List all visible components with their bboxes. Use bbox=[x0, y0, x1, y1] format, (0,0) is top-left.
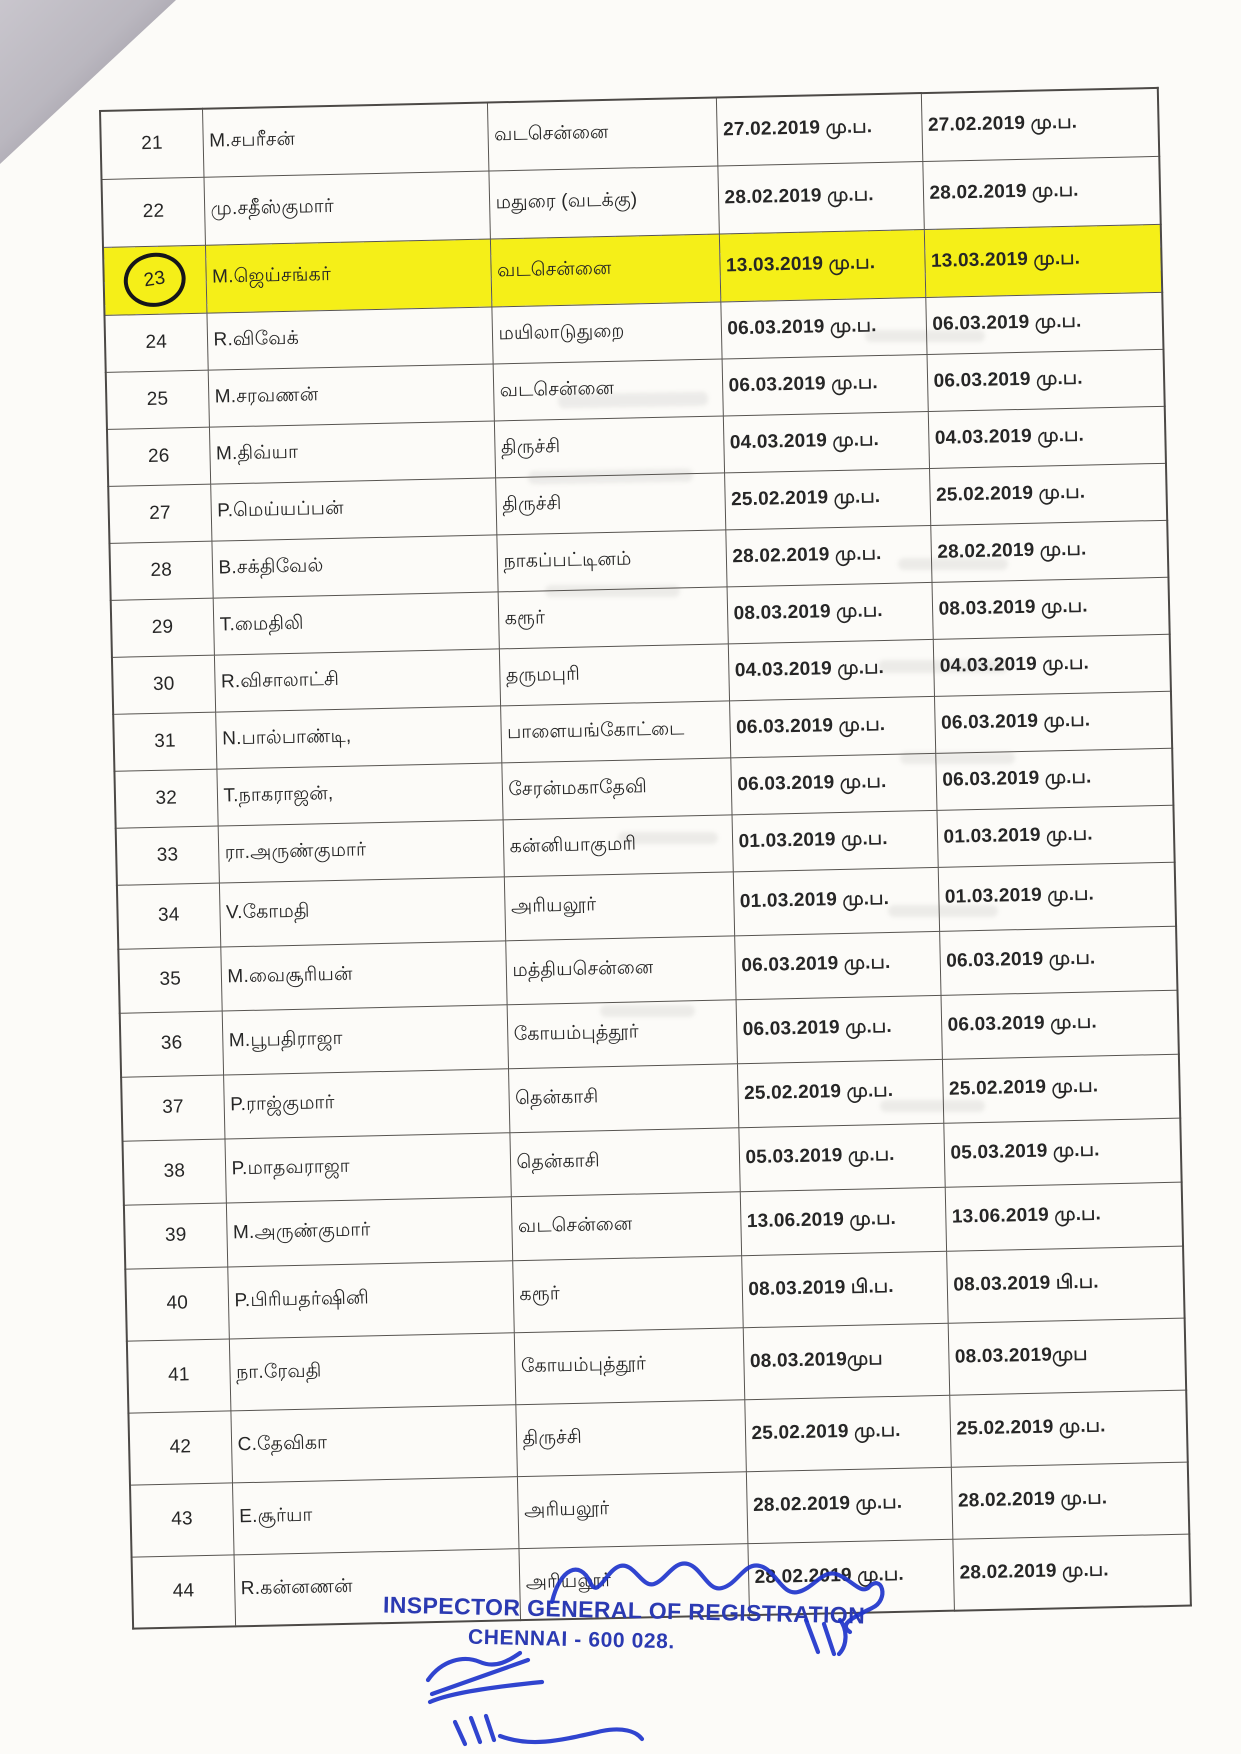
place-cell: வடசென்னை bbox=[487, 98, 717, 171]
date-2-cell: 06.03.2019 மு.ப. bbox=[934, 691, 1172, 753]
name-cell: M.அருண்குமார் bbox=[226, 1196, 512, 1266]
date-2-cell: 08.03.2019 பி.ப. bbox=[946, 1246, 1185, 1323]
name-cell: T.நாகராஜன், bbox=[216, 762, 502, 825]
name-cell: C.தேவிகா bbox=[230, 1404, 517, 1482]
serial-number-cell: 36 bbox=[120, 1011, 223, 1077]
name-cell: R.கன்னணன் bbox=[234, 1548, 521, 1626]
date-2-cell: 13.03.2019 மு.ப. bbox=[924, 224, 1162, 297]
serial-number-cell bbox=[103, 245, 206, 315]
serial-number-cell: 37 bbox=[121, 1075, 224, 1141]
name-cell: M.திவ்யா bbox=[209, 420, 495, 483]
serial-number-cell: 40 bbox=[125, 1266, 229, 1340]
date-1-cell: 06.03.2019 மு.ப. bbox=[720, 297, 926, 358]
date-2-cell: 06.03.2019 மு.ப. bbox=[935, 748, 1173, 810]
place-cell: மயிலாடுதுறை bbox=[491, 301, 721, 363]
serial-number-cell: 38 bbox=[122, 1139, 225, 1205]
name-cell: நா.ரேவதி bbox=[229, 1332, 516, 1410]
date-1-cell: 04.03.2019 மு.ப. bbox=[728, 639, 934, 700]
name-cell: M.சரவணன் bbox=[208, 363, 494, 426]
date-1-cell: 28.02.2019 மு.ப. bbox=[717, 161, 923, 233]
serial-number-cell: 31 bbox=[113, 712, 216, 771]
date-1-cell: 06.03.2019 மு.ப. bbox=[729, 696, 935, 757]
date-2-cell: 28.02.2019 மு.ப. bbox=[930, 520, 1168, 582]
date-1-cell: 13.06.2019 மு.ப. bbox=[740, 1187, 946, 1255]
name-cell: V.கோமதி bbox=[219, 876, 505, 946]
place-cell: சேரன்மகாதேவி bbox=[501, 757, 731, 819]
name-cell: M.ஜெய்சங்கர் bbox=[205, 239, 491, 313]
date-1-cell: 01.03.2019 மு.ப. bbox=[732, 810, 938, 871]
records-table-body bbox=[100, 88, 1191, 1629]
place-cell: கன்னியாகுமரி bbox=[503, 814, 733, 876]
date-2-cell: 25.02.2019 மு.ப. bbox=[929, 463, 1167, 525]
place-cell: தென்காசி bbox=[509, 1127, 739, 1196]
name-cell: M.பூபதிராஜா bbox=[222, 1004, 508, 1074]
date-1-cell: 28.02.2019 மு.ப. bbox=[746, 1467, 953, 1543]
date-1-cell: 28.02.2019 மு.ப. bbox=[725, 525, 931, 586]
place-cell: தென்காசி bbox=[508, 1063, 738, 1132]
date-2-cell: 27.02.2019 மு.ப. bbox=[921, 88, 1159, 161]
serial-number-cell: 21 bbox=[100, 109, 203, 179]
date-2-cell: 28.02.2019 மு.ப. bbox=[951, 1462, 1190, 1539]
place-cell: மத்தியசென்னை bbox=[505, 935, 735, 1004]
place-cell: வடசென்னை bbox=[493, 358, 723, 420]
place-cell: தருமபுரி bbox=[499, 643, 729, 705]
serial-number-cell: 29 bbox=[111, 598, 214, 657]
stamp-line-1: INSPECTOR GENERAL OF REGISTRATION bbox=[382, 1591, 866, 1629]
place-cell: திருச்சி bbox=[515, 1399, 746, 1476]
place-cell: பாளையங்கோட்டை bbox=[500, 700, 730, 762]
date-2-cell: 01.03.2019 மு.ப. bbox=[938, 862, 1176, 931]
name-cell: T.மைதிலி bbox=[213, 591, 499, 654]
serial-number-cell: 25 bbox=[106, 370, 209, 429]
date-1-cell: 13.03.2019 மு.ப. bbox=[719, 229, 925, 301]
name-cell: ரா.அருண்குமார் bbox=[218, 819, 504, 882]
date-1-cell: 28.02.2019 மு.ப. bbox=[747, 1539, 954, 1615]
date-1-cell: 08.03.2019 மு.ப. bbox=[727, 582, 933, 643]
name-cell: P.ராஜ்குமார் bbox=[223, 1068, 509, 1138]
name-cell: P.பிரியதர்ஷினி bbox=[227, 1260, 514, 1338]
date-2-cell: 08.03.2019முப bbox=[948, 1318, 1187, 1395]
place-cell: கோயம்புத்தூர் bbox=[514, 1327, 745, 1404]
date-1-cell: 25.02.2019 மு.ப. bbox=[737, 1059, 943, 1127]
date-1-cell: 06.03.2019 மு.ப. bbox=[734, 931, 940, 999]
date-2-cell: 28.02.2019 மு.ப. bbox=[922, 156, 1160, 229]
date-1-cell: 08.03.2019 பி.ப. bbox=[741, 1251, 948, 1327]
date-2-cell: 25.02.2019 மு.ப. bbox=[949, 1390, 1188, 1467]
serial-number-cell: 30 bbox=[112, 655, 215, 714]
name-cell: M.சபரீசன் bbox=[202, 103, 488, 177]
name-cell: M.வைசூரியன் bbox=[220, 940, 506, 1010]
name-cell: E.சூர்யா bbox=[232, 1476, 519, 1554]
name-cell: R.விசாலாட்சி bbox=[214, 648, 500, 711]
name-cell: மு.சதீஸ்குமார் bbox=[203, 171, 489, 245]
serial-number-cell: 43 bbox=[130, 1482, 234, 1556]
serial-number-cell: 41 bbox=[127, 1338, 231, 1412]
place-cell: நாகப்பட்டினம் bbox=[496, 529, 726, 591]
stamp-line-2: CHENNAI - 600 028. bbox=[467, 1625, 676, 1654]
name-cell: N.பால்பாண்டி, bbox=[215, 705, 501, 768]
date-1-cell: 05.03.2019 மு.ப. bbox=[738, 1123, 944, 1191]
serial-number-cell: 44 bbox=[132, 1554, 236, 1628]
place-cell: வடசென்னை bbox=[511, 1191, 741, 1260]
place-cell: கரூர் bbox=[512, 1255, 743, 1332]
date-2-cell: 05.03.2019 மு.ப. bbox=[943, 1118, 1181, 1187]
serial-number-cell: 24 bbox=[104, 313, 207, 372]
place-cell: அரியலூர் bbox=[517, 1471, 748, 1548]
name-cell: P.மாதவராஜா bbox=[224, 1132, 510, 1202]
date-2-cell: 04.03.2019 மு.ப. bbox=[928, 406, 1166, 468]
records-table bbox=[99, 87, 1190, 1630]
date-2-cell: 06.03.2019 மு.ப. bbox=[941, 990, 1179, 1059]
place-cell: திருச்சி bbox=[494, 415, 724, 477]
serial-number-cell: 39 bbox=[124, 1202, 227, 1268]
date-1-cell: 06.03.2019 மு.ப. bbox=[722, 354, 928, 415]
serial-number-cell: 35 bbox=[118, 947, 221, 1013]
date-1-cell: 27.02.2019 மு.ப. bbox=[716, 93, 922, 165]
date-1-cell: 06.03.2019 மு.ப. bbox=[730, 753, 936, 814]
place-cell: கோயம்புத்தூர் bbox=[507, 999, 737, 1068]
hand-drawn-circle: 23 bbox=[120, 249, 189, 311]
name-cell: R.விவேக் bbox=[206, 306, 492, 369]
serial-number-cell: 27 bbox=[108, 484, 211, 543]
date-2-cell: 06.03.2019 மு.ப. bbox=[925, 292, 1163, 354]
date-1-cell: 06.03.2019 மு.ப. bbox=[736, 995, 942, 1063]
date-2-cell: 13.06.2019 மு.ப. bbox=[945, 1182, 1183, 1251]
place-cell: அரியலூர் bbox=[518, 1543, 749, 1620]
serial-number-cell: 33 bbox=[116, 826, 219, 885]
date-2-cell: 06.03.2019 மு.ப. bbox=[939, 926, 1177, 995]
serial-number-cell: 32 bbox=[114, 769, 217, 828]
place-cell: திருச்சி bbox=[495, 472, 725, 534]
date-1-cell: 04.03.2019 மு.ப. bbox=[723, 411, 929, 472]
serial-number-cell: 34 bbox=[117, 883, 220, 949]
date-2-cell: 28.02.2019 மு.ப. bbox=[952, 1534, 1191, 1611]
place-cell: வடசென்னை bbox=[490, 234, 720, 307]
place-cell: அரியலூர் bbox=[504, 871, 734, 940]
date-2-cell: 06.03.2019 மு.ப. bbox=[927, 349, 1165, 411]
date-1-cell: 25.02.2019 மு.ப. bbox=[744, 1395, 951, 1471]
date-2-cell: 04.03.2019 மு.ப. bbox=[933, 634, 1171, 696]
date-2-cell: 25.02.2019 மு.ப. bbox=[942, 1054, 1180, 1123]
serial-number-cell: 22 bbox=[102, 177, 205, 247]
date-1-cell: 08.03.2019முப bbox=[743, 1323, 950, 1399]
date-1-cell: 25.02.2019 மு.ப. bbox=[724, 468, 930, 529]
place-cell: கரூர் bbox=[498, 586, 728, 648]
date-2-cell: 08.03.2019 மு.ப. bbox=[931, 577, 1169, 639]
serial-number-cell: 42 bbox=[128, 1410, 232, 1484]
place-cell: மதுரை (வடக்கு) bbox=[488, 166, 718, 239]
date-1-cell: 01.03.2019 மு.ப. bbox=[733, 867, 939, 935]
date-2-cell: 01.03.2019 மு.ப. bbox=[936, 805, 1174, 867]
serial-number-cell: 28 bbox=[109, 541, 212, 600]
name-cell: P.மெய்யப்பன் bbox=[210, 477, 496, 540]
serial-number-cell: 26 bbox=[107, 427, 210, 486]
name-cell: B.சக்திவேல் bbox=[211, 534, 497, 597]
